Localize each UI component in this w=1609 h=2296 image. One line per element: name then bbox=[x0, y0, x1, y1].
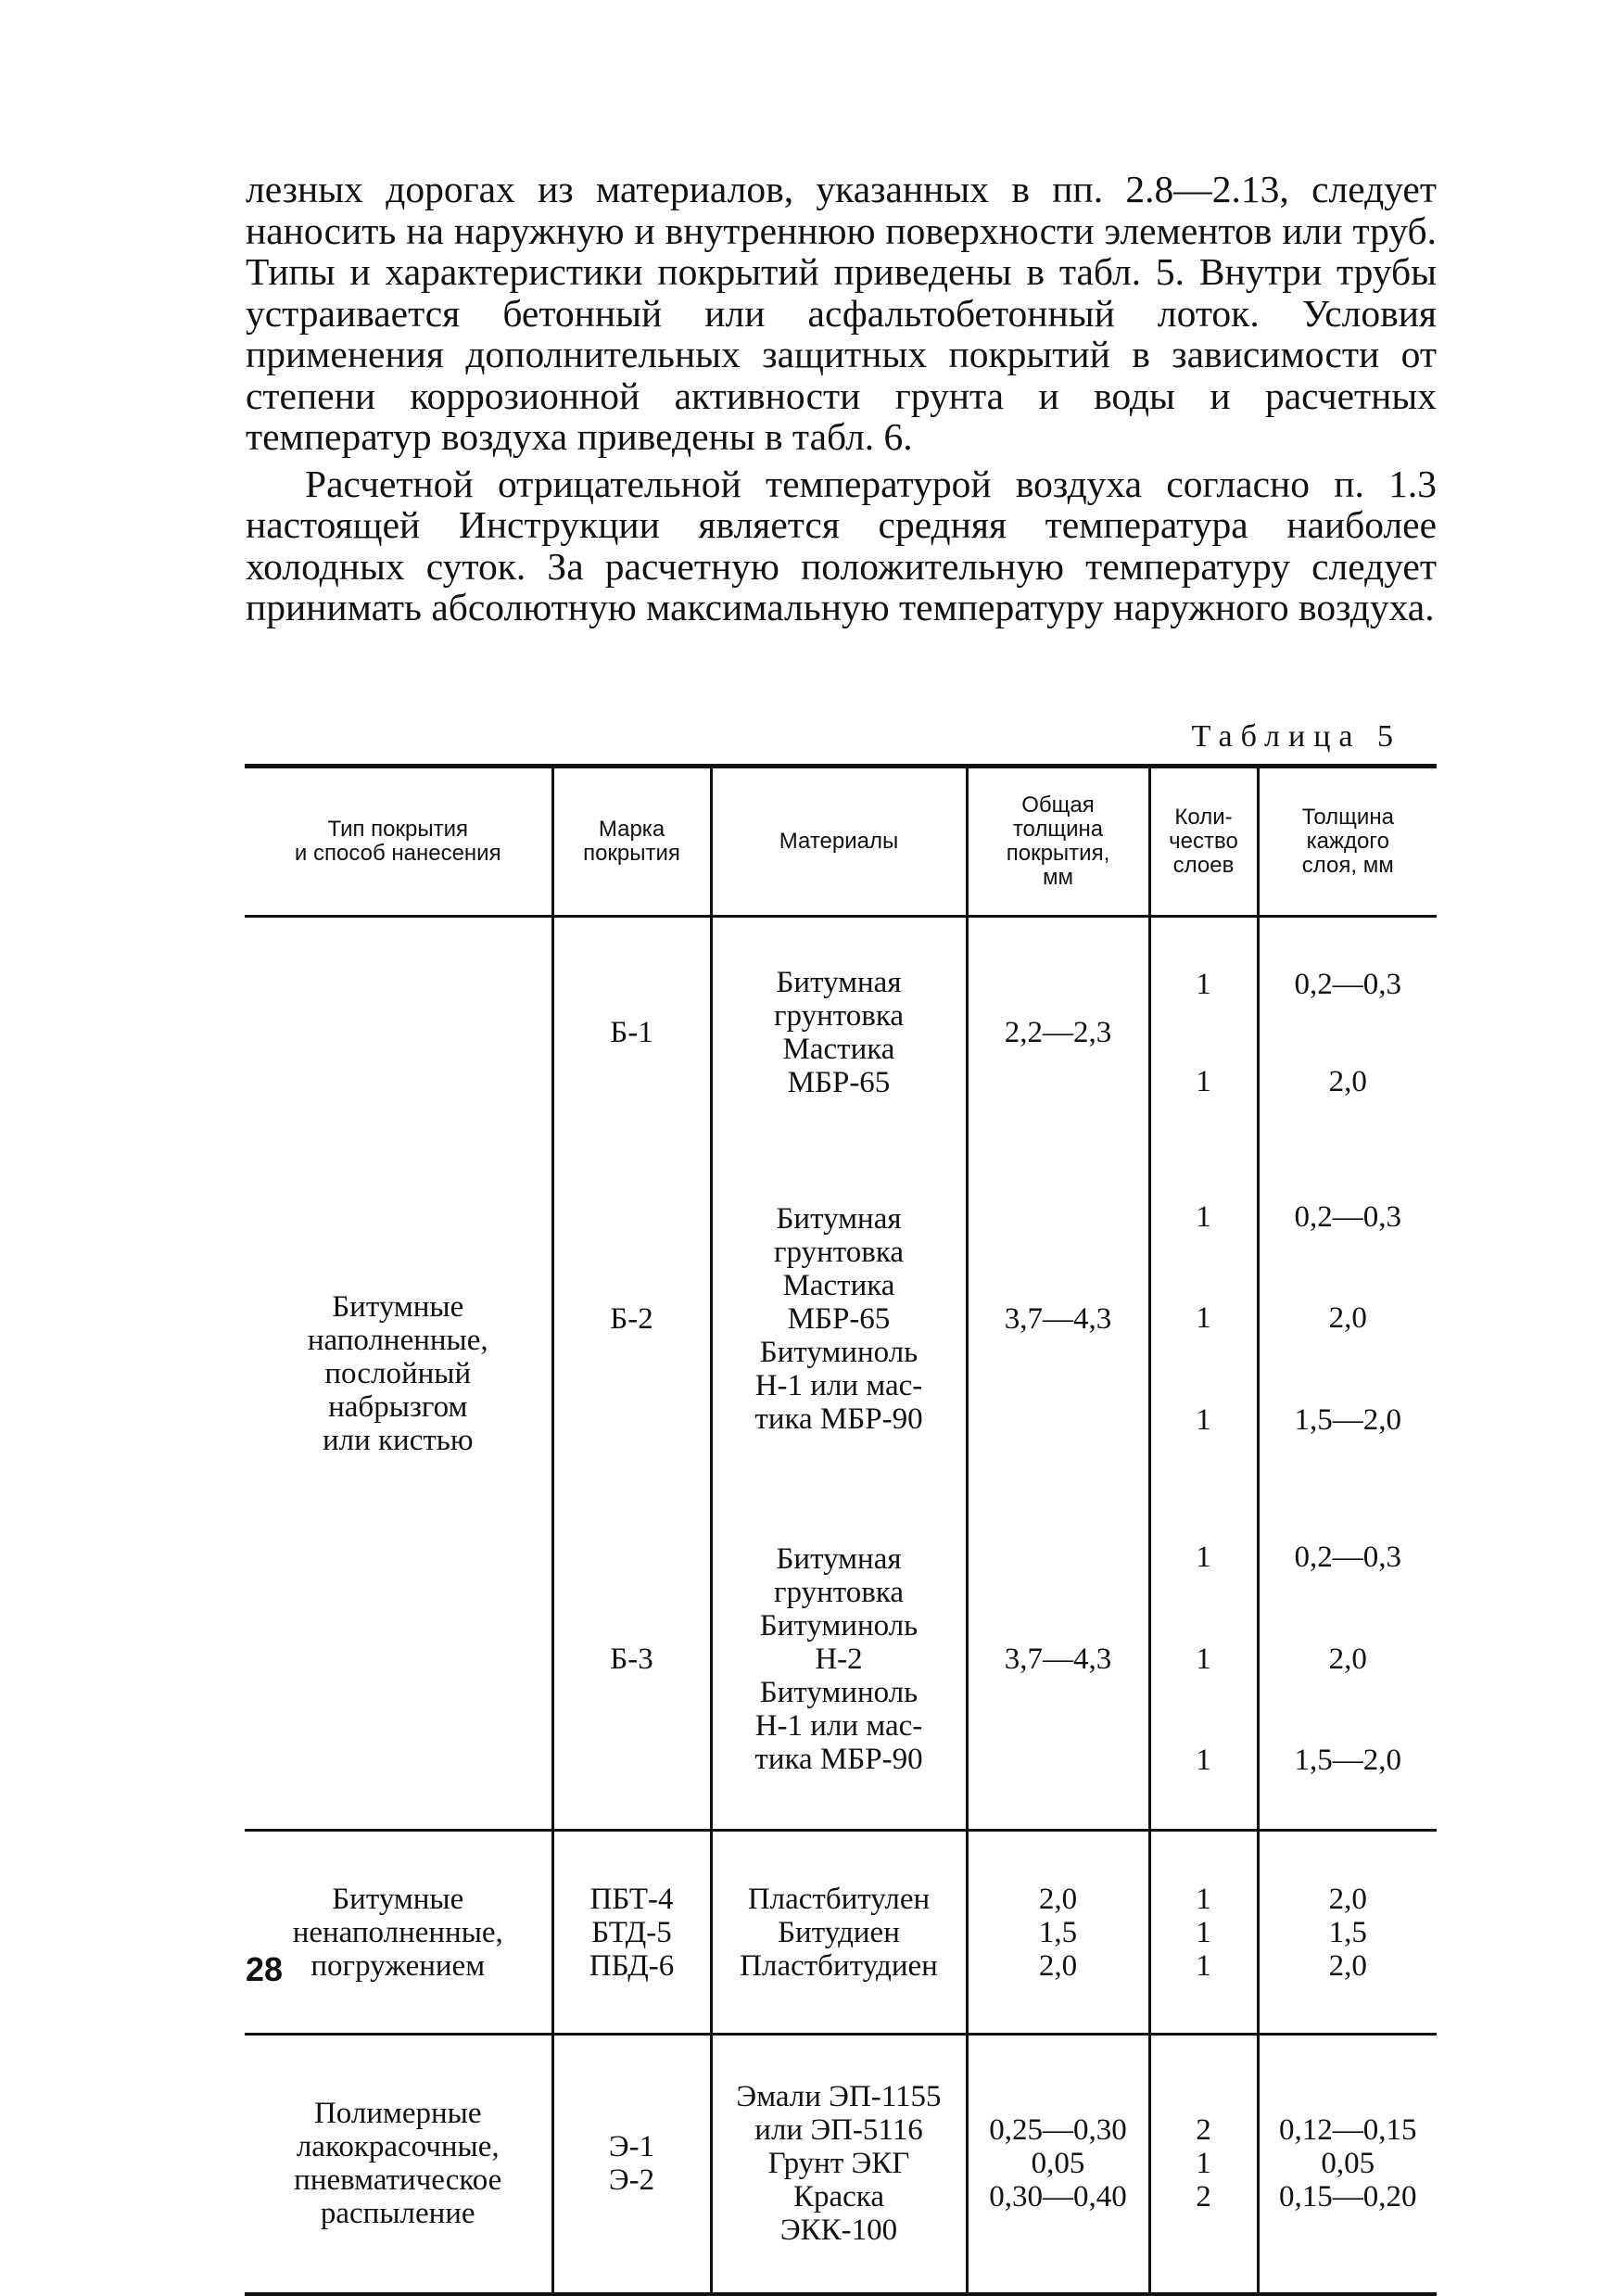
cell-mark bbox=[552, 1490, 711, 1831]
table-row bbox=[245, 1831, 1437, 2035]
cell-layer-thickness bbox=[1258, 1148, 1437, 1490]
header-line: покрытия, bbox=[1006, 841, 1110, 866]
coating-type-line: послойный bbox=[324, 1356, 472, 1390]
total-thickness-line: 0,05 bbox=[1031, 2147, 1085, 2181]
material-line: тика МБР-90 bbox=[754, 1742, 923, 1776]
header-line: и способ нанесения bbox=[294, 841, 501, 866]
material-line-stack bbox=[754, 1542, 922, 1776]
header-line-stack bbox=[1007, 793, 1110, 890]
paragraph-1: лезных дорогах из материалов, указанных в пп. 2.8—2.13, следует наносить на наружную и внутреннюю поверхности элементов или труб. Типы и характеристики покрытий приведены в табл. 5. Внутри трубы устраивается бетонный или асфальтобетонный лоток. Условия применения дополнительных защитных покрытий в зависимости от степени коррозионной активности грунта и воды и расчетных температур воздуха приведены в табл. 6. bbox=[246, 168, 1437, 458]
cell-materials bbox=[711, 2035, 967, 2294]
header-line: Материалы bbox=[779, 829, 899, 854]
material-line: МБР-65 bbox=[787, 1301, 891, 1336]
layer-count-line: 1 bbox=[1196, 1541, 1211, 1575]
header-line-stack bbox=[1169, 806, 1238, 878]
material-line: Н-1 или мас- bbox=[754, 1368, 923, 1402]
cell-total-thickness bbox=[967, 917, 1149, 1148]
mark-line-stack bbox=[610, 1302, 652, 1336]
cell-materials bbox=[711, 1148, 967, 1490]
header-line: слоя, мм bbox=[1301, 853, 1394, 878]
material-line: Краска bbox=[792, 2180, 884, 2214]
header-line: Марка bbox=[598, 817, 665, 842]
material-line: Битуминоль bbox=[759, 1608, 919, 1643]
coatings-table-wrap bbox=[245, 764, 1437, 2296]
header-line: покрытия bbox=[583, 841, 680, 866]
header-line: слоев bbox=[1172, 853, 1235, 878]
coating-type-line: распыление bbox=[320, 2197, 475, 2231]
total-thickness-line: 0,30—0,40 bbox=[989, 2180, 1127, 2214]
total-thickness-line: 2,2—2,3 bbox=[1004, 1016, 1112, 1050]
layer-count-line: 1 bbox=[1196, 1200, 1211, 1235]
header-mark bbox=[552, 767, 711, 917]
coating-type-line-stack bbox=[293, 1883, 503, 1983]
header-line: чество bbox=[1169, 829, 1238, 854]
material-line: Битумная bbox=[776, 1201, 902, 1236]
layer-count-line-stack bbox=[1196, 2113, 1211, 2214]
mark-line: Б-1 bbox=[610, 1016, 653, 1050]
header-layer-thickness bbox=[1258, 767, 1437, 917]
cell-materials bbox=[711, 1831, 967, 2035]
layer-count-line: 1 bbox=[1196, 1744, 1211, 1778]
coating-type-line: Битумные bbox=[332, 1882, 464, 1916]
cell-total-thickness bbox=[967, 1148, 1149, 1490]
layer-thickness-line: 0,15—0,20 bbox=[1279, 2180, 1417, 2214]
mark-line: БТД-5 bbox=[591, 1915, 672, 1949]
total-thickness-line-stack bbox=[1005, 1643, 1112, 1676]
material-line: Н-1 или мас- bbox=[754, 1708, 923, 1743]
header-total-thickness bbox=[967, 767, 1149, 917]
material-line: ЭКК-100 bbox=[779, 2214, 898, 2248]
mark-line-stack bbox=[589, 1883, 675, 1983]
layer-count-line-stack bbox=[1151, 935, 1257, 1130]
cell-materials bbox=[711, 1490, 967, 1831]
material-line: Пластбитулен bbox=[747, 1882, 931, 1916]
total-thickness-line: 3,7—4,3 bbox=[1004, 1301, 1112, 1336]
layer-thickness-line: 0,2—0,3 bbox=[1294, 1200, 1401, 1235]
material-line: Н-2 bbox=[815, 1642, 863, 1676]
layer-thickness-line: 0,2—0,3 bbox=[1294, 967, 1401, 1001]
layer-thickness-line: 0,12—0,15 bbox=[1279, 2113, 1417, 2148]
layer-thickness-line-stack bbox=[1260, 1167, 1438, 1471]
header-type bbox=[245, 767, 552, 917]
mark-line: Б-2 bbox=[610, 1301, 653, 1336]
material-line: грунтовка bbox=[773, 999, 904, 1034]
header-line-stack bbox=[779, 830, 899, 854]
mark-line: ПБД-6 bbox=[589, 1948, 675, 1983]
layer-thickness-line-stack bbox=[1329, 1883, 1367, 1983]
header-line-stack bbox=[1302, 806, 1394, 878]
total-thickness-line: 3,7—4,3 bbox=[1004, 1642, 1112, 1676]
layer-count-line: 2 bbox=[1196, 2180, 1211, 2214]
layer-thickness-line: 0,05 bbox=[1321, 2147, 1375, 2181]
material-line: грунтовка bbox=[773, 1575, 904, 1609]
layer-thickness-line: 1,5 bbox=[1328, 1915, 1367, 1949]
body-text bbox=[246, 169, 1437, 628]
material-line: Мастика bbox=[782, 1268, 895, 1302]
layer-thickness-line: 0,2—0,3 bbox=[1294, 1541, 1401, 1575]
total-thickness-line: 1,5 bbox=[1038, 1915, 1078, 1949]
layer-thickness-line: 1,5—2,0 bbox=[1294, 1744, 1401, 1778]
total-thickness-line-stack bbox=[1005, 1302, 1112, 1336]
layer-count-line: 1 bbox=[1196, 2147, 1211, 2181]
header-line: Толщина bbox=[1301, 805, 1394, 830]
material-line: Грунт ЭКГ bbox=[767, 2147, 910, 2181]
table-row bbox=[245, 2035, 1437, 2294]
mark-line-stack bbox=[610, 1643, 652, 1676]
layer-thickness-line: 2,0 bbox=[1328, 1301, 1367, 1336]
table-header-row bbox=[245, 767, 1437, 917]
cell-total-thickness bbox=[967, 2035, 1149, 2294]
layer-thickness-line: 2,0 bbox=[1328, 1948, 1367, 1983]
cell-mark bbox=[552, 917, 711, 1148]
layer-thickness-line: 2,0 bbox=[1328, 1642, 1367, 1676]
cell-layer-count bbox=[1149, 1148, 1258, 1490]
coatings-table bbox=[245, 764, 1437, 2296]
cell-mark bbox=[552, 1148, 711, 1490]
layer-count-line: 2 bbox=[1196, 2113, 1211, 2148]
cell-materials bbox=[711, 917, 967, 1148]
mark-line: Э-1 bbox=[608, 2130, 655, 2164]
coating-type-line: или кистью bbox=[322, 1423, 474, 1457]
mark-line: Э-2 bbox=[608, 2163, 655, 2198]
total-thickness-line: 2,0 bbox=[1038, 1948, 1078, 1983]
layer-thickness-line-stack bbox=[1260, 1507, 1438, 1811]
material-line: Эмали ЭП-1155 bbox=[736, 2080, 942, 2114]
total-thickness-line-stack bbox=[1005, 1016, 1112, 1049]
coating-type-line: ненаполненные, bbox=[292, 1915, 503, 1949]
layer-thickness-line-stack bbox=[1260, 935, 1438, 1130]
layer-count-line-stack bbox=[1196, 1883, 1211, 1983]
cell-total-thickness bbox=[967, 1831, 1149, 2035]
cell-layer-count bbox=[1149, 917, 1258, 1148]
cell-mark bbox=[552, 2035, 711, 2294]
table-row bbox=[245, 917, 1437, 1148]
mark-line: ПБТ-4 bbox=[589, 1882, 674, 1916]
layer-count-line: 1 bbox=[1196, 1064, 1211, 1098]
total-thickness-line: 0,25—0,30 bbox=[989, 2113, 1127, 2148]
material-line: тика МБР-90 bbox=[754, 1402, 923, 1436]
material-line: Пластбитудиен bbox=[740, 1948, 938, 1983]
header-line: толщина bbox=[1012, 817, 1104, 842]
material-line-stack bbox=[736, 2080, 941, 2247]
material-line: или ЭП-5116 bbox=[754, 2113, 923, 2148]
layer-count-line: 1 bbox=[1196, 1882, 1211, 1916]
header-line-stack bbox=[583, 818, 680, 866]
coating-type-line-stack bbox=[294, 2097, 501, 2230]
header-line: мм bbox=[1042, 865, 1073, 890]
header-line: Общая bbox=[1021, 793, 1095, 818]
cell-layer-thickness bbox=[1258, 1490, 1437, 1831]
total-thickness-line-stack bbox=[989, 2113, 1127, 2214]
material-line-stack bbox=[754, 1202, 922, 1436]
layer-count-line-stack bbox=[1151, 1507, 1257, 1811]
mark-line: Б-3 bbox=[610, 1642, 653, 1676]
coating-type-line: наполненные, bbox=[307, 1323, 488, 1357]
cell-mark bbox=[552, 1831, 711, 2035]
header-line: Тип покрытия bbox=[327, 817, 468, 842]
layer-count-line: 1 bbox=[1196, 1301, 1211, 1336]
mark-line-stack bbox=[609, 2130, 654, 2197]
header-materials bbox=[711, 767, 967, 917]
coating-type-line: пневматическое bbox=[294, 2163, 502, 2198]
mark-line-stack bbox=[610, 1016, 652, 1049]
coating-type-line: лакокрасочные, bbox=[296, 2130, 500, 2164]
coating-type-line: Полимерные bbox=[313, 2097, 482, 2131]
layer-count-line-stack bbox=[1151, 1167, 1257, 1471]
material-line-stack bbox=[740, 1883, 938, 1983]
layer-thickness-line: 2,0 bbox=[1328, 1064, 1367, 1098]
cell-coating-type bbox=[245, 917, 552, 1831]
layer-count-line: 1 bbox=[1196, 1642, 1211, 1676]
cell-layer-thickness bbox=[1258, 2035, 1437, 2294]
material-line-stack bbox=[774, 966, 904, 1099]
header-layer-count bbox=[1149, 767, 1258, 917]
total-thickness-line: 2,0 bbox=[1038, 1882, 1078, 1916]
material-line: МБР-65 bbox=[787, 1066, 891, 1100]
coating-type-line: погружением bbox=[310, 1948, 486, 1983]
paragraph-2: Расчетной отрицательной температурой воздуха согласно п. 1.3 настоящей Инструкции является средняя температура наиболее холодных суток. За расчетную положительную температуру следует принимать абсолютную максимальную температуру наружного воздуха. bbox=[246, 462, 1437, 628]
cell-layer-count bbox=[1149, 1490, 1258, 1831]
coating-type-line-stack bbox=[308, 1290, 488, 1457]
cell-layer-count bbox=[1149, 1831, 1258, 2035]
cell-layer-thickness bbox=[1258, 917, 1437, 1148]
cell-coating-type bbox=[245, 1831, 552, 2035]
material-line: Битуминоль bbox=[759, 1335, 919, 1369]
material-line: грунтовка bbox=[773, 1235, 904, 1269]
layer-count-line: 1 bbox=[1196, 1948, 1211, 1983]
coating-type-line: набрызгом bbox=[328, 1389, 468, 1424]
cell-layer-count bbox=[1149, 2035, 1258, 2294]
material-line: Битуминоль bbox=[759, 1675, 919, 1709]
cell-coating-type bbox=[245, 2035, 552, 2294]
header-line-stack bbox=[295, 818, 501, 866]
material-line: Битумная bbox=[776, 1541, 902, 1576]
layer-count-line: 1 bbox=[1196, 1402, 1211, 1437]
page-number: 28 bbox=[246, 1950, 284, 1988]
cell-layer-thickness bbox=[1258, 1831, 1437, 2035]
material-line: Мастика bbox=[782, 1033, 895, 1067]
layer-thickness-line: 1,5—2,0 bbox=[1294, 1402, 1401, 1437]
table-body bbox=[245, 917, 1437, 2294]
header-line: каждого bbox=[1306, 829, 1389, 854]
layer-count-line: 1 bbox=[1196, 1915, 1211, 1949]
header-line: Коли- bbox=[1174, 805, 1233, 830]
material-line: Битудиен bbox=[778, 1915, 900, 1949]
layer-thickness-line-stack bbox=[1279, 2113, 1417, 2214]
material-line: Битумная bbox=[776, 966, 902, 1000]
layer-thickness-line: 2,0 bbox=[1328, 1882, 1367, 1916]
layer-count-line: 1 bbox=[1196, 967, 1211, 1001]
table-caption: Таблица 5 bbox=[1191, 719, 1401, 754]
total-thickness-line-stack bbox=[1039, 1883, 1077, 1983]
cell-total-thickness bbox=[967, 1490, 1149, 1831]
coating-type-line: Битумные bbox=[332, 1289, 464, 1324]
